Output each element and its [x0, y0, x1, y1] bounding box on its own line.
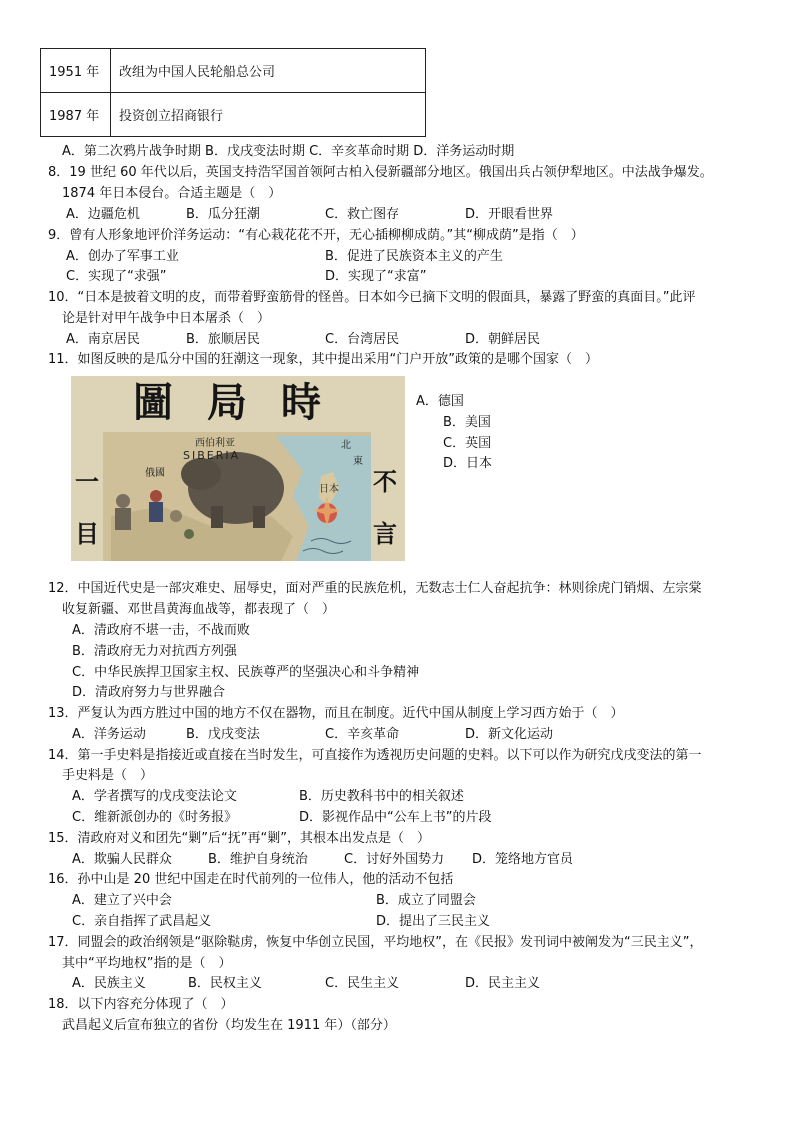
- q10-option-d: D．朝鲜居民: [465, 332, 541, 347]
- cartoon-left-chars: 一目: [75, 467, 99, 548]
- q10-stem-line1: 10．“日本是披着文明的皮，而带着野蛮筋骨的怪兽。日本如今已摘下文明的假面具，暴露了野蛮的真面目。”此评: [48, 290, 696, 305]
- q11-option-d: D．日本: [443, 456, 493, 471]
- q16-stem: 16．孙中山是 20 世纪中国走在时代前列的一位伟人，他的活动不包括: [48, 872, 454, 887]
- table-year-cell: 1951 年: [41, 49, 111, 93]
- q8-option-a: A．边疆危机: [66, 207, 140, 222]
- history-table: [40, 48, 426, 137]
- table-event-cell: 改组为中国人民轮船总公司: [111, 49, 426, 93]
- q14-stem-line1: 14．第一手史料是指接近或直接在当时发生，可直接作为透视历史问题的史料。以下可以作为研究戊戌变法的第一: [48, 748, 702, 763]
- q15-option-c: C．讨好外国势力: [344, 852, 445, 867]
- q18-stem: 18．以下内容充分体现了（ ）: [48, 997, 234, 1012]
- q12-stem-line1: 12．中国近代史是一部灾难史、屈辱史，面对严重的民族危机，无数志士仁人奋起抗争：林则徐虎门销烟、左宗棠: [48, 581, 702, 596]
- cartoon-right-chars: 不言: [373, 467, 397, 548]
- q17-option-c: C．民生主义: [325, 976, 400, 991]
- table-row: [41, 93, 426, 137]
- table-row: [41, 49, 426, 93]
- q12-option-b: B．清政府无力对抗西方列强: [72, 644, 237, 659]
- cartoon-siberia-cn: 西伯利亚: [195, 438, 235, 449]
- q11-stem: 11．如图反映的是瓜分中国的狂潮这一现象，其中提出采用“门户开放”政策的是哪个国家（ ）: [48, 352, 599, 367]
- cartoon-japan-label: 日本: [319, 484, 339, 495]
- q17-stem-line1: 17．同盟会的政治纲领是“驱除鞑虏，恢复中华创立民国，平均地权”，在《民报》发刊词中被阐发为“三民主义”，: [48, 935, 703, 950]
- shiju-cartoon-image: [71, 376, 405, 561]
- q16-option-b: B．成立了同盟会: [376, 893, 476, 908]
- q10-stem-line2: 论是针对甲午战争中日本屠杀（ ）: [62, 311, 271, 326]
- q13-option-c: C．辛亥革命: [325, 727, 400, 742]
- q18-table-caption: 武昌起义后宣布独立的省份（均发生在 1911 年）（部分）: [62, 1018, 396, 1033]
- q14-option-a: A．学者撰写的戊戌变法论文: [72, 789, 237, 804]
- q17-option-a: A．民族主义: [72, 976, 146, 991]
- q14-option-d: D．影视作品中“公车上书”的片段: [299, 810, 492, 825]
- q9-option-a: A．创办了军事工业: [66, 249, 179, 264]
- q14-option-c: C．维新派创办的《时务报》: [72, 810, 238, 825]
- q8-stem-line2: 1874 年日本侵台。合适主题是（ ）: [62, 186, 282, 201]
- cartoon-north-label: 北: [341, 440, 351, 451]
- q12-option-c: C．中华民族捍卫国家主权、民族尊严的坚强决心和斗争精神: [72, 665, 420, 680]
- q7-options: A．第二次鸦片战争时期 B．戊戌变法时期 C．辛亥革命时期 D．洋务运动时期: [62, 144, 515, 159]
- q11-option-b: B．美国: [443, 415, 491, 430]
- q11-option-c: C．英国: [443, 436, 492, 451]
- q16-option-d: D．提出了三民主义: [376, 914, 491, 929]
- cartoon-east-label: 東: [353, 456, 363, 467]
- q14-option-b: B．历史教科书中的相关叙述: [299, 789, 464, 804]
- q9-option-b: B．促进了民族资本主义的产生: [325, 249, 503, 264]
- q15-option-a: A．欺骗人民群众: [72, 852, 172, 867]
- q16-option-a: A．建立了兴中会: [72, 893, 172, 908]
- q8-option-d: D．开眼看世界: [465, 207, 554, 222]
- q15-stem: 15．清政府对义和团先“剿”后“抚”再“剿”，其根本出发点是（ ）: [48, 831, 430, 846]
- q9-stem: 9．曾有人形象地评价洋务运动：“有心栽花花不开，无心插柳柳成荫。”其“柳成荫”是指（ ）: [48, 228, 584, 243]
- q17-stem-line2: 其中“平均地权”指的是（ ）: [62, 956, 232, 971]
- cartoon-title: 圖局時: [133, 379, 355, 426]
- q12-option-a: A．清政府不堪一击，不战而败: [72, 623, 250, 638]
- q12-option-d: D．清政府努力与世界融合: [72, 685, 226, 700]
- q8-option-c: C．救亡图存: [325, 207, 400, 222]
- cartoon-siberia-en: SIBERIA: [183, 449, 241, 462]
- q17-option-b: B．民权主义: [188, 976, 262, 991]
- table-year-cell: 1987 年: [41, 93, 111, 137]
- cartoon-russia-label: 俄國: [145, 468, 165, 479]
- q13-option-d: D．新文化运动: [465, 727, 554, 742]
- q10-option-c: C．台湾居民: [325, 332, 400, 347]
- q13-option-b: B．戊戌变法: [186, 727, 260, 742]
- q10-option-b: B．旅顺居民: [186, 332, 260, 347]
- q9-option-c: C．实现了“求强”: [66, 269, 167, 284]
- q8-option-b: B．瓜分狂潮: [186, 207, 260, 222]
- q13-stem: 13．严复认为西方胜过中国的地方不仅在器物，而且在制度。近代中国从制度上学习西方始于（ ）: [48, 706, 624, 721]
- q10-option-a: A．南京居民: [66, 332, 140, 347]
- q16-option-c: C．亲自指挥了武昌起义: [72, 914, 212, 929]
- table-event-cell: 投资创立招商银行: [111, 93, 426, 137]
- q8-stem-line1: 8．19 世纪 60 年代以后，英国支持浩罕国首领阿古柏入侵新疆部分地区。俄国出兵占领伊犁地区。中法战争爆发。: [48, 165, 713, 180]
- q11-option-a: A．德国: [416, 394, 464, 409]
- q14-stem-line2: 手史料是（ ）: [62, 768, 154, 783]
- q13-option-a: A．洋务运动: [72, 727, 146, 742]
- q15-option-d: D．笼络地方官员: [472, 852, 574, 867]
- q15-option-b: B．维护自身统治: [208, 852, 308, 867]
- q17-option-d: D．民主主义: [465, 976, 541, 991]
- q12-stem-line2: 收复新疆、邓世昌黄海血战等，都表现了（ ）: [62, 602, 336, 617]
- q9-option-d: D．实现了“求富”: [325, 269, 427, 284]
